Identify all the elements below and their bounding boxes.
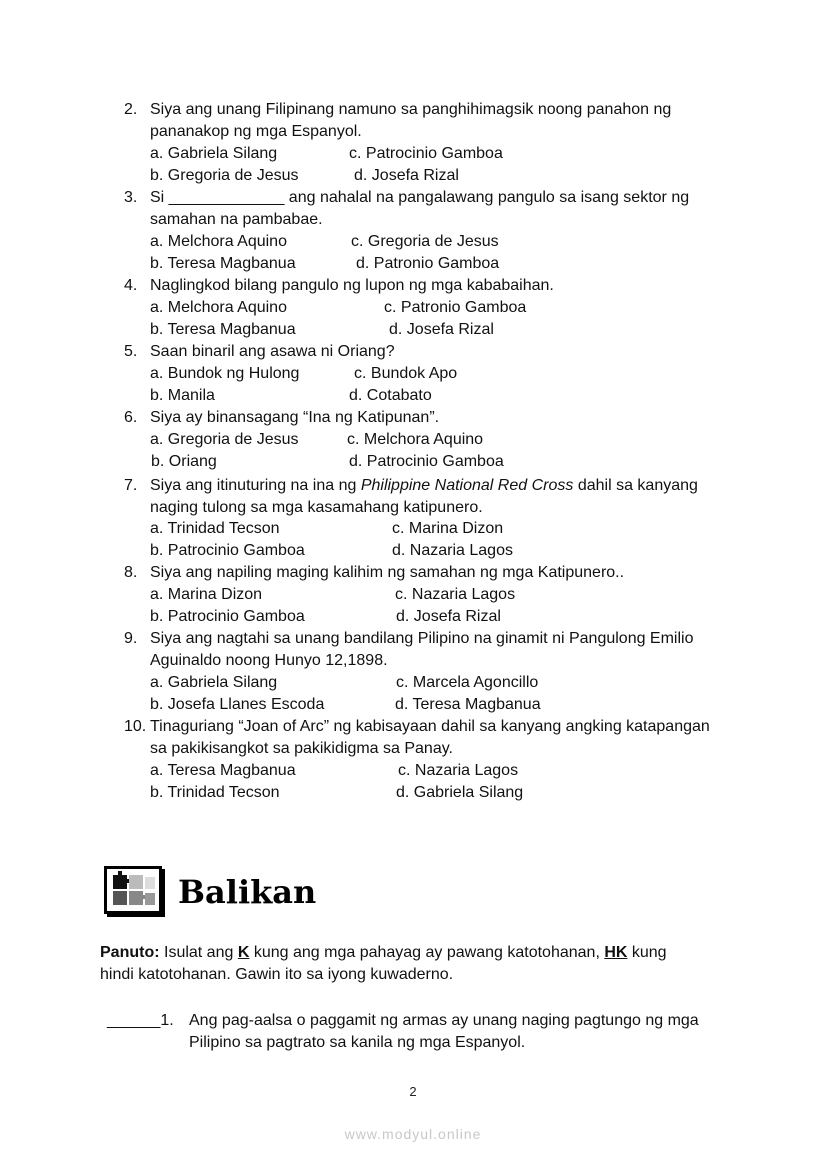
question-text: Siya ang itinuturing na ina ng Philippine National Red Cross dahil sa kanyang: [150, 477, 698, 494]
question-text: Siya ang nagtahi sa unang bandilang Pilipino na ginamit ni Pangulong Emilio: [150, 630, 694, 647]
question-number: 9.: [124, 630, 138, 647]
section-title: Balikan: [178, 873, 317, 911]
question-text: Si _____________ ang nahalal na pangalawang pangulo sa isang sektor ng: [150, 189, 690, 206]
option-a: a. Bundok ng Hulong: [150, 365, 300, 382]
question-number: 2.: [124, 101, 138, 118]
question-text: Siya ang unang Filipinang namuno sa panghihimagsik noong panahon ng: [150, 101, 672, 118]
option-c: c. Marcela Agoncillo: [396, 674, 539, 691]
option-c: c. Nazaria Lagos: [395, 586, 516, 603]
question-number: 6.: [124, 409, 138, 426]
puzzle-icon: [104, 866, 162, 914]
option-d: d. Josefa Rizal: [354, 167, 459, 184]
question-text: Naglingkod bilang pangulo ng lupon ng mga kababaihan.: [150, 277, 554, 294]
item-text: Ang pag-aalsa o paggamit ng armas ay unang naging pagtungo ng mga: [189, 1012, 699, 1029]
question-number: 3.: [124, 189, 138, 206]
option-b: b. Trinidad Tecson: [150, 784, 280, 801]
option-a: a. Marina Dizon: [150, 586, 263, 603]
question-text: Siya ang napiling maging kalihim ng samahan ng mga Katipunero..: [150, 564, 625, 581]
option-c: c. Melchora Aquino: [347, 431, 484, 448]
option-d: d. Cotabato: [349, 387, 432, 404]
option-b: b. Josefa Llanes Escoda: [150, 696, 325, 713]
puzzle-icon-graphic: [107, 869, 159, 911]
hk-marker: HK: [604, 944, 628, 961]
option-d: d. Gabriela Silang: [396, 784, 524, 801]
item-text: Pilipino sa pagtrato sa kanila ng mga Espanyol.: [189, 1034, 526, 1051]
option-c: c. Patronio Gamboa: [384, 299, 527, 316]
option-d: d. Patronio Gamboa: [356, 255, 500, 272]
option-b: b. Patrocinio Gamboa: [150, 608, 305, 625]
question-text: Saan binaril ang asawa ni Oriang?: [150, 343, 395, 360]
option-c: c. Gregoria de Jesus: [351, 233, 499, 250]
k-marker: K: [237, 944, 250, 961]
option-a: a. Gabriela Silang: [150, 145, 278, 162]
instructions-label: Panuto:: [100, 944, 160, 961]
question-text: Siya ay binansagang “Ina ng Katipunan”.: [150, 409, 440, 426]
option-d: d. Josefa Rizal: [389, 321, 494, 338]
option-d: d. Josefa Rizal: [396, 608, 501, 625]
option-b: b. Teresa Magbanua: [150, 321, 296, 338]
option-a: a. Trinidad Tecson: [150, 520, 280, 537]
answer-blank: ______1.: [107, 1012, 174, 1029]
question-text: sa pakikisangkot sa pakikidigma sa Panay.: [150, 740, 453, 757]
option-b: b. Oriang: [151, 453, 217, 470]
option-c: c. Marina Dizon: [392, 520, 504, 537]
option-c: c. Patrocinio Gamboa: [349, 145, 503, 162]
option-d: d. Nazaria Lagos: [392, 542, 513, 559]
question-number: 4.: [124, 277, 138, 294]
option-a: a. Melchora Aquino: [150, 299, 287, 316]
option-b: b. Teresa Magbanua: [150, 255, 296, 272]
option-a: a. Melchora Aquino: [150, 233, 287, 250]
instructions-line-2: hindi katotohanan. Gawin ito sa iyong kuwaderno.: [100, 966, 454, 983]
option-b: b. Manila: [150, 387, 215, 404]
question-text: samahan na pambabae.: [150, 211, 323, 228]
question-text: Aguinaldo noong Hunyo 12,1898.: [150, 652, 388, 669]
option-d: d. Patrocinio Gamboa: [349, 453, 504, 470]
option-c: c. Bundok Apo: [354, 365, 458, 382]
option-a: a. Gabriela Silang: [150, 674, 278, 691]
question-number: 8.: [124, 564, 138, 581]
instructions-line-1: Panuto: Isulat ang K kung ang mga pahayag ay pawang katotohanan, HK kung: [100, 944, 667, 961]
option-b: b. Patrocinio Gamboa: [150, 542, 305, 559]
italic-term: Philippine National Red Cross: [360, 477, 574, 494]
option-a: a. Gregoria de Jesus: [150, 431, 299, 448]
question-text: naging tulong sa mga kasamahang katipunero.: [150, 499, 483, 516]
page-number: 2: [409, 1084, 417, 1099]
question-number: 5.: [124, 343, 138, 360]
question-text: pananakop ng mga Espanyol.: [150, 123, 362, 140]
option-a: a. Teresa Magbanua: [150, 762, 296, 779]
question-text: Tinaguriang “Joan of Arc” ng kabisayaan dahil sa kanyang angking katapangan: [150, 718, 710, 735]
watermark: www.modyul.online: [344, 1126, 482, 1142]
option-b: b. Gregoria de Jesus: [150, 167, 299, 184]
question-number: 10.: [124, 718, 147, 735]
option-c: c. Nazaria Lagos: [398, 762, 519, 779]
option-d: d. Teresa Magbanua: [395, 696, 541, 713]
question-number: 7.: [124, 477, 138, 494]
